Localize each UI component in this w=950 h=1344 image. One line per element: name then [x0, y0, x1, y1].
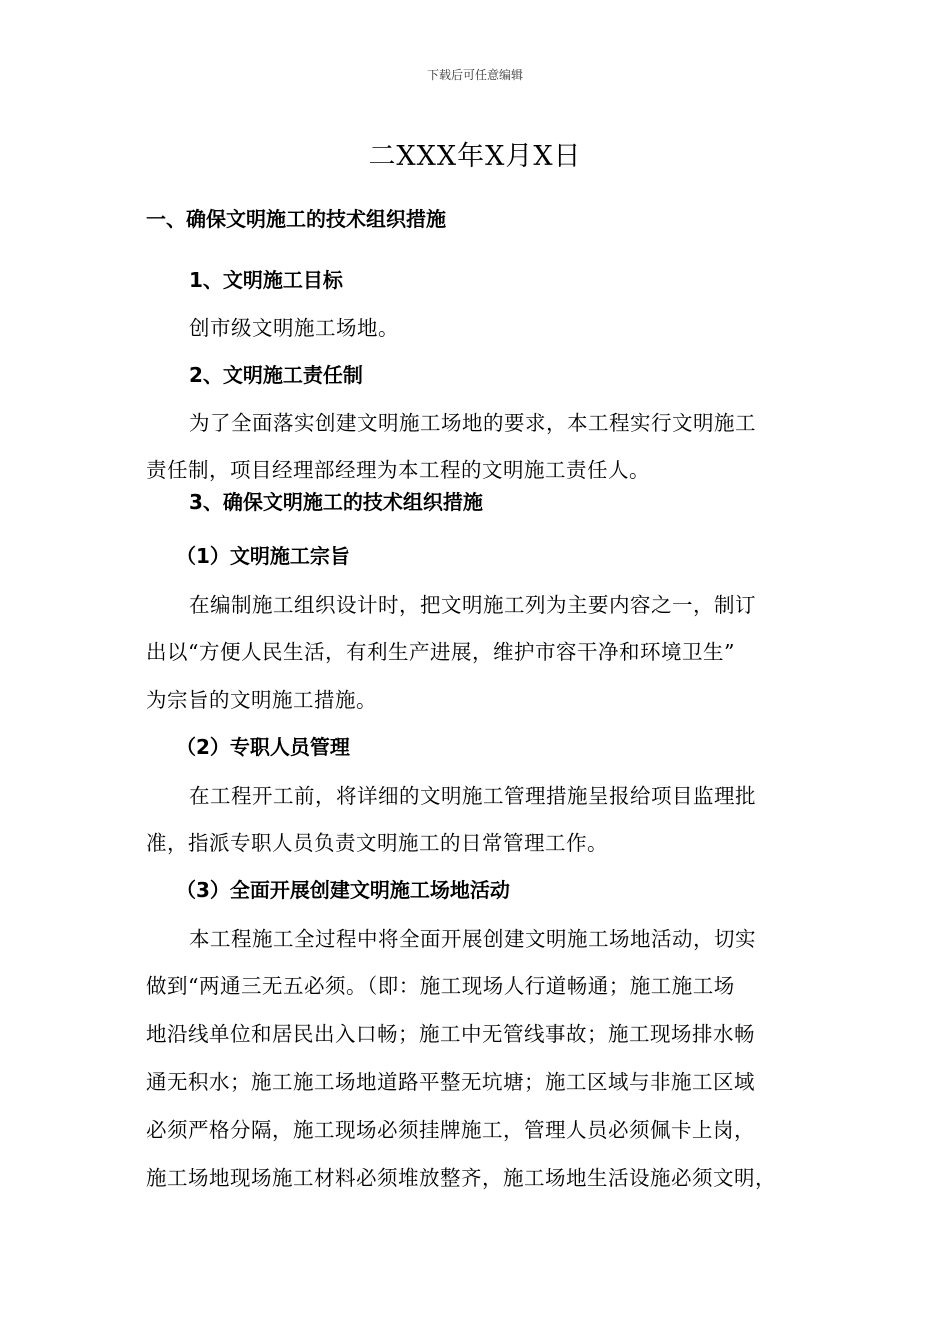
paragraph-line: 准，指派专职人员负责文明施工的日常管理工作。: [146, 831, 608, 855]
header-note: 下载后可任意编辑: [426, 68, 523, 82]
paragraph-line: 为宗旨的文明施工措施。: [146, 688, 377, 712]
paragraph-line: 出以“方便人民生活，有利生产进展，维护市容干净和环境卫生”: [146, 640, 735, 664]
paragraph-line: 在工程开工前，将详细的文明施工管理措施呈报给项目监理批: [189, 784, 756, 808]
item-heading: （1）文明施工宗旨: [176, 544, 350, 568]
item-heading: （3）全面开展创建文明施工场地活动: [176, 878, 510, 902]
item-heading: （2）专职人员管理: [176, 735, 350, 759]
subsection-heading: 1、文明施工目标: [189, 268, 343, 292]
date-title: 二XXX年X月X日: [368, 141, 582, 172]
paragraph-line: 通无积水；施工施工场地道路平整无坑塘；施工区域与非施工区域: [146, 1070, 755, 1094]
paragraph-line: 责任制，项目经理部经理为本工程的文明施工责任人。: [146, 458, 650, 482]
paragraph-line: 在编制施工组织设计时，把文明施工列为主要内容之一，制订: [189, 593, 756, 617]
subsection-heading: 2、文明施工责任制: [189, 363, 363, 387]
subsection-heading: 3、确保文明施工的技术组织措施: [189, 490, 483, 514]
paragraph-line: 本工程施工全过程中将全面开展创建文明施工场地活动，切实: [189, 927, 756, 951]
paragraph-line: 创市级文明施工场地。: [189, 316, 399, 340]
paragraph-line: 施工场地现场施工材料必须堆放整齐，施工场地生活设施必须文明，: [146, 1166, 776, 1190]
section-heading: 一、确保文明施工的技术组织措施: [146, 207, 446, 231]
paragraph-line: 做到“两通三无五必须。（即：施工现场人行道畅通；施工施工场: [146, 974, 735, 998]
paragraph-line: 地沿线单位和居民出入口畅；施工中无管线事故；施工现场排水畅: [146, 1022, 755, 1046]
paragraph-line: 为了全面落实创建文明施工场地的要求，本工程实行文明施工: [189, 411, 756, 435]
paragraph-line: 必须严格分隔，施工现场必须挂牌施工，管理人员必须佩卡上岗，: [146, 1118, 755, 1142]
